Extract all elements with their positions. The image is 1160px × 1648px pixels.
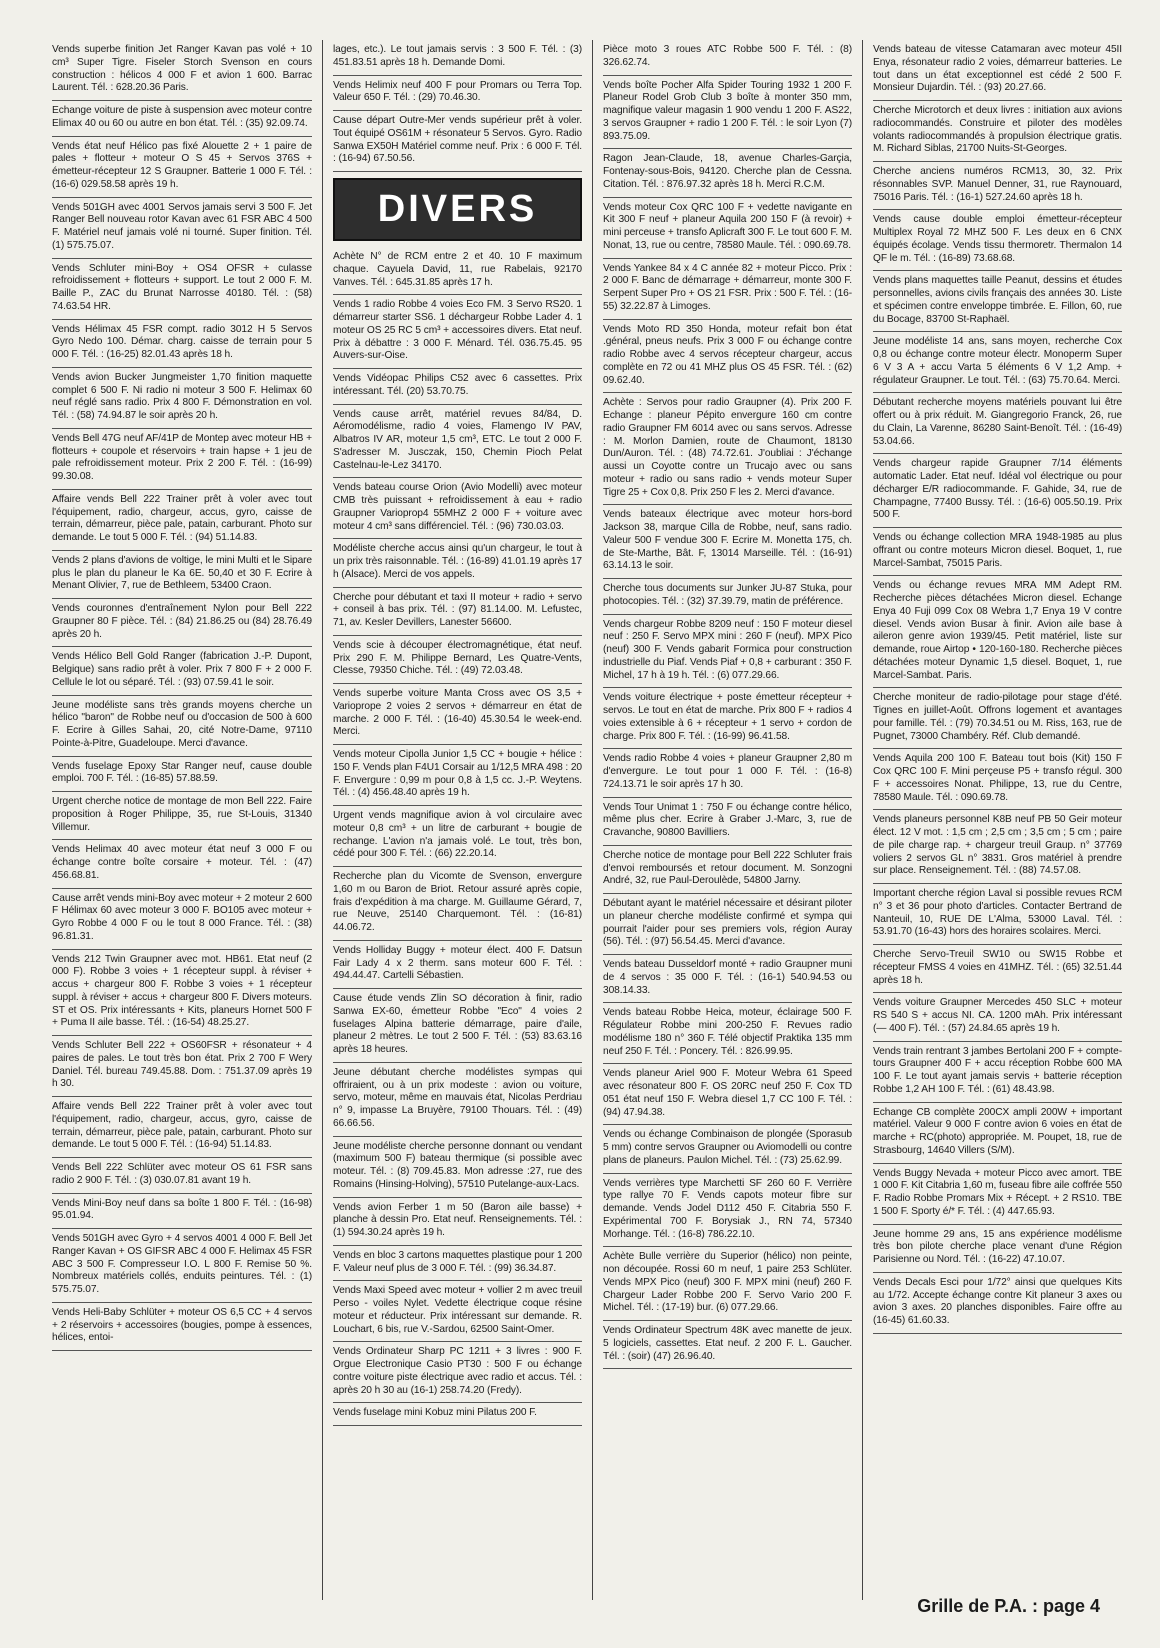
classifieds-page — [52, 40, 1132, 1600]
classified-ad: Vends état neuf Hélico pas fixé Alouette 2 + 1 paire de pales + flotteur + moteur O S 45 + Servos 376S + émetteur-récepteur 12 S Graupner. Batterie 1 000 F. Tél. : (16-6) 029.58.58 après 19 h. — [52, 137, 312, 198]
classified-ad: Cherche Servo-Treuil SW10 ou SW15 Robbe et récepteur FMSS 4 voies en 41MHZ. Tél. : (65) 32.51.44 après 18 h. — [873, 945, 1122, 993]
classified-ad: Cherche pour débutant et taxi II moteur + radio + servo + conseil à bas prix. Tél. : (97) 81.14.00. M. Lefustec, 71, av. Kesler Devillers, Lanester 56600. — [333, 588, 582, 636]
classified-ad: Vends planeurs personnel K8B neuf PB 50 Geir moteur élect. 12 V mot. : 1,5 cm ; 2,5 cm ; 3,5 cm ; 5 cm ; paire de pile charge rap. + chargeur treuil Graup. n° 37769 voliers 2 servos GL n° 3831. Gros matériel à prendre sur place. Renseignement. Tél. : (88) 74.57.08. — [873, 810, 1122, 884]
classified-ad: Vends chargeur Robbe 8209 neuf : 150 F moteur diesel neuf : 250 F. Servo MPX mini : 260 F (neuf). MPX Pico (neuf) 300 F. Vends gabarit Formica pour construction industrielle du Piaf. Vends Piaf + 0,8 + carburant : 350 F. Michel, 17 h à 19 h. Tél. : (6) 077.29.66. — [603, 615, 852, 689]
classified-ad: Vends Helimix neuf 400 F pour Promars ou Terra Top. Valeur 650 F. Tél. : (29) 70.46.30. — [333, 76, 582, 112]
classified-ad: Achète : Servos pour radio Graupner (4). Prix 200 F. Echange : planeur Pépito envergure 160 cm contre radio Graupner FM 6014 avec ou sans servos. Adresse : M. Morlon Damien, route de Chaumont, 18130 Dun/Auron. Tél. : (48) 74.72.61. J'oubliai : J'échange aussi un Coyotte contre un Trucajo avec ou sans moteur + radio ou sans radio + vends moteur Super Tigre 25 + Cox 0,8. Prix 250 F les 2. Merci d'avance. — [603, 393, 852, 505]
classified-ad: Affaire vends Bell 222 Trainer prêt à voler avec tout l'équipement, radio, chargeur, accus, gyro, caisse de terrain, démarreur, pièce pale, patain, carburant. Photo sur demande. Le tout 5 000 F. Tél. : (16-94) 51.14.83. — [52, 1097, 312, 1158]
classified-ad: Vends avion Ferber 1 m 50 (Baron aile basse) + planche à dessin Pro. Etat neuf. Renseignements. Tél. : (1) 594.30.24 après 19 h. — [333, 1198, 582, 1246]
column-4 — [862, 40, 1132, 1600]
classified-ad: Vends cause arrêt, matériel revues 84/84, D. Aéromodélisme, radio 4 voies, Flamengo IV PAV, Albatros IV AR, moteur 1,5 cm³, ETC. Le tout 2 000 F. S'adresser M. Jusczak, 150, Chemin Pioch Pelat Castelnau-le-Lez 34170. — [333, 405, 582, 479]
classified-ad: Vends Aquila 200 100 F. Bateau tout bois (Kit) 150 F Cox QRC 100 F. Mini perçeuse P5 + transfo régul. 300 F + accessoires Nonat. Philippe, 13, rue du Centre, 78580 Maule. Tél. : 090.69.78. — [873, 749, 1122, 810]
classified-ad: Vends moteur Cipolla Junior 1,5 CC + bougie + hélice : 150 F. Vends plan F4U1 Corsair au 1/12,5 MRA 498 : 20 F. Envergure : 0,99 m pour 0,8 à 1,5 cc. J.-P. Weytens. Tél. : (4) 456.48.40 après 19 h. — [333, 745, 582, 806]
classified-ad: Urgent cherche notice de montage de mon Bell 222. Faire proposition à Roger Philippe, 35, rue St-Louis, 31340 Villemur. — [52, 792, 312, 840]
classified-ad: Jeune modéliste sans très grands moyens cherche un hélico "baron" de Robbe neuf ou d'occasion de 500 à 600 F. Ecrire à Gilles Sahai, 20, cité Notre-Dame, 97110 Pointe-à-Pitre, Guadeloupe. Merci d'avance. — [52, 696, 312, 757]
classified-ad: Débutant ayant le matériel nécessaire et désirant piloter un planeur cherche modéliste confirmé et sympa qui pourrait l'aider pour ses premiers vols, région Auray (56). Tél. : (97) 56.54.45. Merci d'avance. — [603, 894, 852, 955]
classified-ad: Vends ou échange revues MRA MM Adept RM. Recherche pièces détachées Micron diesel. Echange Enya 40 Fuji 099 Cox 08 Webra 1,7 Enya 19 V contre diesel. Vends avion Busar à finir. Avion aile base à aileron genre avion 1939/45. Petit matériel, liste sur demande, roue Airtop • 120-160-180. Recherche pièces détachées moteur Dynamic 1,5 diesel. Boquet, 1, rue Marcel-Sambat. Paris. — [873, 576, 1122, 688]
classified-ad: Cherche moniteur de radio-pilotage pour stage d'été. Tignes en juillet-Août. Offrons logement et avantages pour famille. Tél. : (79) 70.34.51 ou M. Riss, 163, rue de Pugnet, 73000 Chambéry. Réf. Club demandé. — [873, 688, 1122, 749]
classified-ad: Vends Bell 47G neuf AF/41P de Montep avec moteur HB + flotteurs + coupole et réservoirs + train hapse + 1 jeu de pale refroidissement moteur. Prix 2 200 F. Tél. : (16-99) 99.30.08. — [52, 429, 312, 490]
classified-ad: Echange CB complète 200CX ampli 200W + important matériel. Valeur 9 000 F contre avion 6 voies en état de marche + RC(photo) appropriée. M. Poupet, 18, rue de Strasbourg, 14640 Villers (S/M). — [873, 1103, 1122, 1164]
classified-ad: Vends radio Robbe 4 voies + planeur Graupner 2,80 m d'envergure. Le tout pour 1 000 F. Tél. : (16-8) 724.13.71 le soir après 17 h 30. — [603, 749, 852, 797]
classified-ad: Modéliste cherche accus ainsi qu'un chargeur, le tout à un prix très raisonnable. Tél. : (16-89) 41.01.19 après 17 h (Alsace). Merci de vos appels. — [333, 539, 582, 587]
column-3 — [592, 40, 862, 1600]
classified-ad: Vends Yankee 84 x 4 C année 82 + moteur Picco. Prix : 2 000 F. Banc de démarrage + démarreur, monte 300 F. Serpent Super Pro + OS 21 FSR. Prix : 500 F. Tél. : (16-55) 32.22.87 à Limoges. — [603, 259, 852, 320]
classified-ad: Vends voiture électrique + poste émetteur récepteur + servos. Le tout en état de marche. Prix 800 F + radios 4 voies extensible à 6 + récepteur + 1 servo + cordon de charge. Prix 800 F. Tél. : (16-99) 96.41.58. — [603, 688, 852, 749]
classified-ad: Vends 1 radio Robbe 4 voies Eco FM. 3 Servo RS20. 1 démarreur starter SS6. 1 déchargeur Robbe Lader 4. 1 moteur OS 25 RC 5 cm³ + accessoires divers. Etat neuf. Prix à débattre : 3 000 F. Ménard. Tél. 036.75.45. 95 Auvers-sur-Oise. — [333, 295, 582, 369]
classified-ad: Vends Schluter Bell 222 + OS60FSR + résonateur + 4 paires de pales. Le tout très bon état. Prix 2 700 F Wery Daniel. Tél. bureau 749.45.88. Dom. : 751.37.09 après 19 h 30. — [52, 1036, 312, 1097]
classified-ad: Vends 212 Twin Graupner avec mot. HB61. Etat neuf (2 000 F). Robbe 3 voies + 1 récepteur suppl. à réviser + accus + chargeur 800 F. Robbe 3 voies + 1 récepteur suppl. à réviser + accus + chargeur 800 F. Divers moteurs. ST et OS. Prix intéressants + Kits, planeurs Hornet 500 F + Puma II aile basse. Tél. : (16-54) 48.25.27. — [52, 950, 312, 1037]
classified-ad: Vends moteur Cox QRC 100 F + vedette navigante en Kit 300 F neuf + planeur Aquila 200 150 F (à revoir) + mini perceuse + transfo Aplicraft 300 F. Le tout 600 F. M. Nonat, 13, rue ou centre, 78580 Maule. Tél. : 090.69.78. — [603, 198, 852, 259]
column-2 — [322, 40, 592, 1600]
classified-ad: Vends en bloc 3 cartons maquettes plastique pour 1 200 F. Valeur neuf plus de 3 000 F. Tél. : (99) 36.34.87. — [333, 1246, 582, 1282]
classified-ad: Ragon Jean-Claude, 18, avenue Charles-Garçia, Fontenay-sous-Bois, 94120. Cherche plan de Cessna. Citation. Tél. : 876.97.32 après 18 h. Merci R.C.M. — [603, 149, 852, 197]
section-title-divers: DIVERS — [333, 178, 582, 241]
classified-ad: Cherche notice de montage pour Bell 222 Schluter frais d'envoi remboursés et retour document. M. Sonzogni André, 32, rue Paul-Deroulède, 54800 Jarny. — [603, 846, 852, 894]
classified-ad: Vends boîte Pocher Alfa Spider Touring 1932 1 200 F. Planeur Rodel Grob Club 3 boîte à monter 350 mm, magnifique valeur magasin 1 900 vendu 1 200 F. AS22, 3 servos Graupner + radio 1 200 F. Tél. : le soir Lyon (7) 893.75.09. — [603, 76, 852, 150]
classified-ad: Cause étude vends Zlin SO décoration à finir, radio Sanwa EX-60, émetteur Robbe "Eco" 4 voies 2 fuselages Alpina batterie démarrage, paire d'aile, planeur 2 mètres. Le tout 2 500 F. Tél. : (53) 83.63.16 après 18 heures. — [333, 989, 582, 1063]
classified-ad: Jeune modéliste cherche personne donnant ou vendant (maximum 500 F) bateau thermique (si possible avec moteur. Tél. : (8) 709.45.83. Mon adresse :27, rue des Romains (Hinsing-Holving), 57510 Putelange-aux-Lacs. — [333, 1137, 582, 1198]
classified-ad: Urgent vends magnifique avion à vol circulaire avec moteur 0,8 cm³ + un litre de carburant + bougie de rechange. L'avion n'a jamais volé. Le tout, très bon, cédé pour 300 F. Tél. : (66) 22.20.14. — [333, 806, 582, 867]
classified-ad: Vends bateau de vitesse Catamaran avec moteur 45II Enya, résonateur radio 2 voies, démarreur batteries. Le tout dans un état exceptionnel est cédé 2 500 F. Monsieur Dujardin. Tél. : (93) 20.27.66. — [873, 40, 1122, 101]
classified-ad: Vends Heli-Baby Schlüter + moteur OS 6,5 CC + 4 servos + 2 réservoirs + accessoires (bougies, pompe à essences, hélices, entoi- — [52, 1303, 312, 1351]
classified-ad: Vends fuselage mini Kobuz mini Pilatus 200 F. — [333, 1403, 582, 1426]
classified-ad: Vends bateau course Orion (Avio Modelli) avec moteur CMB très puissant + refroidissement à eau + radio Graupner Varioprop4 55MHZ 2 000 F + voiture avec moteur 4 cm³ sans différenciel. Tél. : (96) 730.03.03. — [333, 478, 582, 539]
classified-ad: Pièce moto 3 roues ATC Robbe 500 F. Tél. : (8) 326.62.74. — [603, 40, 852, 76]
classified-ad: Cherche tous documents sur Junker JU-87 Stuka, pour photocopies. Tél. : (32) 37.39.79, matin de préférence. — [603, 579, 852, 615]
classified-ad: Vends 2 plans d'avions de voltige, le mini Multi et le Sipare plus le plan du planeur le Ka 6E. 50,40 et 30 F. Ecrire à Menant Olivier, 7, rue de Bethleem, 53400 Craon. — [52, 551, 312, 599]
classified-ad: Cherche Microtorch et deux livres : initiation aux avions radiocommandés. Construire et piloter des modèles volants radiocommandés à propulsion électrique gratis. M. Richard Siblas, 21700 Nuits-St-Georges. — [873, 101, 1122, 162]
classified-ad: Affaire vends Bell 222 Trainer prêt à voler avec tout l'équipement, radio, chargeur, accus, gyro, caisse de terrain, démarreur, pièce pale, patain, carburant. Photo sur demande. Le tout 5 000 F. Tél. : (94) 51.14.83. — [52, 490, 312, 551]
classified-ad: Vends Tour Unimat 1 : 750 F ou échange contre hélico, même plus cher. Ecrire à Graber J.-Marc, 3, rue de Cravanche, 90800 Bavilliers. — [603, 798, 852, 846]
classified-ad: Vends couronnes d'entraînement Nylon pour Bell 222 Graupner 80 F pièce. Tél. : (84) 21.86.25 ou (84) 28.76.49 après 20 h. — [52, 599, 312, 647]
classified-ad: Vends cause double emploi émetteur-récepteur Multiplex Royal 72 MHZ 500 F. Les deux en 6 CNX équipés écolage. Vends tissu thermoretr. Thermalon 14 QF le m. Tél. : (16-89) 73.68.68. — [873, 210, 1122, 271]
classified-ad: Vends plans maquettes taille Peanut, dessins et études personnelles, avions civils français des années 30. Liste et spécimen contre enveloppe timbrée. E. Fillon, 60, rue du Bocage, 83700 St-Raphaël. — [873, 271, 1122, 332]
page-footer: Grille de P.A. : page 4 — [917, 1596, 1100, 1616]
classified-ad: Echange voiture de piste à suspension avec moteur contre Elimax 40 ou 60 ou autre en bon état. Tél. : (35) 92.09.74. — [52, 101, 312, 137]
classified-ad: Vends Buggy Nevada + moteur Picco avec amort. TBE 1 000 F. Kit Citabria 1,60 m, fuseau fibre aile coffrée 550 F. Radio Robbe Promars Mix + Récept. + 2 RS10. TBE 1 500 F. Sporty é/* F. Tél. : (4) 447.65.93. — [873, 1164, 1122, 1225]
classified-ad: Achète N° de RCM entre 2 et 40. 10 F maximum chaque. Cayuela David, 11, rue Rabelais, 92170 Vanves. Tél. : 645.31.85 après 17 h. — [333, 247, 582, 295]
classified-ad: Jeune débutant cherche modélistes sympas qui offriraient, ou à un prix modeste : avion ou voiture, servo, moteur, même en mauvais état, Nicolas Perdriau n° 9, impasse La Bruyère, 79100 Thouars. Tél. : (49) 66.66.56. — [333, 1063, 582, 1137]
classified-ad: Vends ou échange collection MRA 1948-1985 au plus offrant ou contre moteurs Micron diesel. Boquet, 1, rue Marcel-Sambat, 75015 Paris. — [873, 528, 1122, 576]
classified-ad: Vends Ordinateur Spectrum 48K avec manette de jeux. 5 logiciels, cassettes. Etat neuf. 2 200 F. L. Gaucher. Tél. : (soir) (47) 26.96.40. — [603, 1321, 852, 1369]
classified-ad: Vends Vidéopac Philips C52 avec 6 cassettes. Prix intéressant. Tél. (20) 53.70.75. — [333, 369, 582, 405]
classified-ad: Vends Mini-Boy neuf dans sa boîte 1 800 F. Tél. : (16-98) 95.01.94. — [52, 1194, 312, 1230]
classified-ad: Cherche anciens numéros RCM13, 30, 32. Prix résonnables SVP. Manuel Denner, 31, rue Raynouard, 75016 Paris. Tél. : (16-1) 527.24.60 après 18 h. — [873, 162, 1122, 210]
classified-ad: Vends Bell 222 Schlüter avec moteur OS 61 FSR sans radio 2 900 F. Tél. : (3) 030.07.81 avant 19 h. — [52, 1158, 312, 1194]
classified-ad: Cause arrêt vends mini-Boy avec moteur + 2 moteur 2 600 F Hélimax 60 avec moteur 3 000 F. BO105 avec moteur + Gyro Robbe 4 000 F ou le tout 8 000 France. Tél. : (38) 96.81.31. — [52, 889, 312, 950]
classified-ad: Vends superbe finition Jet Ranger Kavan pas volé + 10 cm³ Super Tigre. Fiseler Storch Svenson en cours construction : hélicos 4 000 F et avion 1 600. Barrac Laurent. Tél. : 628.20.36 Paris. — [52, 40, 312, 101]
classified-ad: Vends Moto RD 350 Honda, moteur refait bon état .général, pneus neufs. Prix 3 000 F ou échange contre radio Robbe avec 4 servos récepteur chargeur, accus complète en 72 ou 41 MHZ plus OS 45 FSR. Tél. : (62) 09.62.40. — [603, 320, 852, 394]
classified-ad: Vends Holliday Buggy + moteur élect. 400 F. Datsun Fair Lady 4 x 2 therm. sans moteur 600 F. Tél. : 494.44.47. Cartelli Sébastien. — [333, 941, 582, 989]
classified-ad: Vends Maxi Speed avec moteur + vollier 2 m avec treuil Perso - voiles Nylet. Vedette électrique coque résine moteur et réducteur. Prix intéressant sur demande. R. Louchart, 6 bis, rue V.-Sardou, 62500 Saint-Omer. — [333, 1281, 582, 1342]
classified-ad: Vends Ordinateur Sharp PC 1211 + 3 livres : 900 F. Orgue Electronique Casio PT30 : 500 F ou échange contre voiture piste électrique avec radio et accus. Tél. : après 20 h 30 au (16-1) 258.74.20 (Fredy). — [333, 1342, 582, 1403]
classified-ad: Recherche plan du Vicomte de Svenson, envergure 1,60 m ou Baron de Briot. Retour assuré après copie, frais d'expédition à ma charge. M. Guillaume Gérard, 7, rue Neuve, 25140 Charquemont. Tél. : (16-81) 44.06.72. — [333, 867, 582, 941]
classified-ad: Vends fuselage Epoxy Star Ranger neuf, cause double emploi. 700 F. Tél. : (16-85) 57.88.59. — [52, 757, 312, 793]
classified-ad: Vends bateau Dusseldorf monté + radio Graupner muni de 4 servos : 35 000 F. Tél. : (16-1) 540.94.53 ou 308.14.33. — [603, 955, 852, 1003]
classified-ad: Vends chargeur rapide Graupner 7/14 éléments automatic Lader. Etat neuf. Idéal vol électrique ou pour décharger E/R radiocommande. F. Gahide, 34, rue de Champagne, 77400 Bussy. Tél. : (16-6) 005.50.19. Prix 500 F. — [873, 454, 1122, 528]
classified-ad: Vends ou échange Combinaison de plongée (Sporasub 5 mm) contre servos Graupner ou Aviomodelli ou contre plans de planeurs. Paulon Michel. Tél. : (73) 25.62.99. — [603, 1125, 852, 1173]
classified-ad: Jeune homme 29 ans, 15 ans expérience modélisme très bon pilote cherche place venant d'une Région Parisienne ou Nord. Tél. : (16-22) 47.10.07. — [873, 1225, 1122, 1273]
classified-ad: Cause départ Outre-Mer vends supérieur prêt à voler. Tout équipé OS61M + résonateur 5 Servos. Gyro. Radio Sanwa EX50H Matériel comme neuf. Prix : 6 000 F. Tél. : (16-94) 67.50.56. — [333, 111, 582, 172]
classified-ad: Vends train rentrant 3 jambes Bertolani 200 F + compte-tours Graupner 400 F + accu réception Robbe 600 MA 100 F. Le tout ayant jamais servis + batterie réception Robbe 1,2 AH 100 F. Tél. : (61) 48.43.98. — [873, 1042, 1122, 1103]
classified-ad: Vends avion Bucker Jungmeister 1,70 finition maquette complet 6 500 F. Ni radio ni moteur 3 500 F. Helimax 60 neuf réglé sans radio. Prix 4 800 F. Démonstration en vol. Tél. : (58) 74.94.87 le soir après 20 h. — [52, 368, 312, 429]
classified-ad: Vends Hélimax 45 FSR compt. radio 3012 H 5 Servos Gyro Nedo 100. Démar. charg. caisse de terrain pour 5 000 F. Tél. : (16-25) 82.01.43 après 18 h. — [52, 320, 312, 368]
classified-ad: Achète Bulle verrière du Superior (hélico) non peinte, non découpée. Rossi 60 m neuf, 1 paire 253 Schlüter. Vends MPX Pico (neuf) 300 F. MPX mini (neuf) 260 F. Chargeur Lader Robbe 200 F. Servo Vario 200 F. Michel. Tél. : (17-19) bur. (6) 077.29.66. — [603, 1247, 852, 1321]
classified-ad: Vends 501GH avec 4001 Servos jamais servi 3 500 F. Jet Ranger Bell nouveau rotor Kavan avec 61 FSR ABC 4 500 F. Matériel neuf jamais volé ni tourné. Super finition. Tél. (1) 575.75.07. — [52, 198, 312, 259]
classified-ad: Important cherche région Laval si possible revues RCM n° 3 et 36 pour photo d'articles. Contacter Bertrand de Nanteuil, 10, RUE DE L'Alma, 53000 Laval. Tél. : 53.91.70 (16-43) hors des horaires scolaires. Merci. — [873, 884, 1122, 945]
classified-ad: Débutant recherche moyens matériels pouvant lui être offert ou à prix réduit. M. Giangregorio Franck, 26, rue du Clain, La Varenne, 86280 Saint-Benoît. Tél. : (16-49) 53.04.66. — [873, 393, 1122, 454]
classified-ad: Vends bateaux électrique avec moteur hors-bord Jackson 38, marque Cilla de Robbe, neuf, sans radio. Valeur 500 F vendue 300 F. Ecrire M. Monetta 175, ch. de Ste-Marthe, Bât. F, 13014 Marseille. Tél. : (16-91) 63.14.13 le soir. — [603, 505, 852, 579]
column-1 — [52, 40, 322, 1600]
classified-ad: Vends planeur Ariel 900 F. Moteur Webra 61 Speed avec résonateur 800 F. OS 20RC neuf 250 F. Cox TD 051 état neuf 150 F. Webra diesel 1,7 CC 100 F. Tél. : (94) 47.94.38. — [603, 1064, 852, 1125]
classified-ad: lages, etc.). Le tout jamais servis : 3 500 F. Tél. : (3) 451.83.51 après 18 h. Demande Domi. — [333, 40, 582, 76]
classified-ad: Vends bateau Robbe Heica, moteur, éclairage 500 F. Régulateur Robbe mini 200-250 F. Revues radio modélisme 180 n° 360 F. Télé objectif Praktika 135 mm neuf 250 F. Tél. : Poncery. Tél. : 826.99.95. — [603, 1003, 852, 1064]
classified-ad: Vends 501GH avec Gyro + 4 servos 4001 4 000 F. Bell Jet Ranger Kavan + OS GIFSR ABC 4 000 F. Helimax 45 FSR ABC 3 500 F. Compresseur I.O. L 800 F. Remise 50 %. Nombreux matériels collés, enduits peintures. Tél. : (1) 575.75.07. — [52, 1229, 312, 1303]
classified-ad: Vends scie à découper électromagnétique, état neuf. Prix 290 F. M. Philippe Bernard, Les Quatre-Vents, Clesse, 79350 Chiche. Tél. : (49) 72.03.48. — [333, 636, 582, 684]
classified-ad: Vends Decals Esci pour 1/72° ainsi que quelques Kits au 1/72. Accepte échange contre Kit planeur 3 axes ou avion 3 axes. 20 planches disponibles. Faire offre au (16-45) 61.60.33. — [873, 1273, 1122, 1334]
classified-ad: Jeune modéliste 14 ans, sans moyen, recherche Cox 0,8 ou échange contre moteur électr. Monoperm Super 6 V 3 A + accu Varta 5 éléments 6 V 1,2 Amp. + régulateur Graupner. Le tout. Tél. : (63) 75.70.64. Merci. — [873, 332, 1122, 393]
classified-ad: Vends voiture Graupner Mercedes 450 SLC + moteur RS 540 S + accus NI. CA. 1200 mAh. Prix intéressant (— 400 F). Tél. : (57) 24.84.65 après 19 h. — [873, 993, 1122, 1041]
classified-ad: Vends Hélico Bell Gold Ranger (fabrication J.-P. Dupont, Belgique) sans radio prêt à voler. Prix 7 800 F + 2 000 F. Cellule le lot ou séparé. Tél. : (93) 07.59.41 le soir. — [52, 647, 312, 695]
classified-ad: Vends Helimax 40 avec moteur état neuf 3 000 F ou échange contre boîte corsaire + moteur. Tél. : (47) 456.68.81. — [52, 840, 312, 888]
classified-ad: Vends verrières type Marchetti SF 260 60 F. Verrière type rallye 70 F. Vends capots moteur fibre sur demande. Vends Jodel D112 450 F. Citabria 550 F. Expérimental 700 F. Borysiak J., RN 74, 57340 Morhange. Tél. : (16-8) 786.22.10. — [603, 1174, 852, 1248]
classified-ad: Vends Schluter mini-Boy + OS4 OFSR + culasse refroidissement + flotteurs + support. Le tout 2 000 F. M. Baille P., ZAC du Brunat Narrosse 40180. Tél. : (58) 74.63.54 HR. — [52, 259, 312, 320]
classified-ad: Vends superbe voiture Manta Cross avec OS 3,5 + Varioprope 2 voies 2 servos + démarreur en état de marche. 2 000 F. Tél. : (16-40) 45.30.54 le week-end. Merci. — [333, 684, 582, 745]
